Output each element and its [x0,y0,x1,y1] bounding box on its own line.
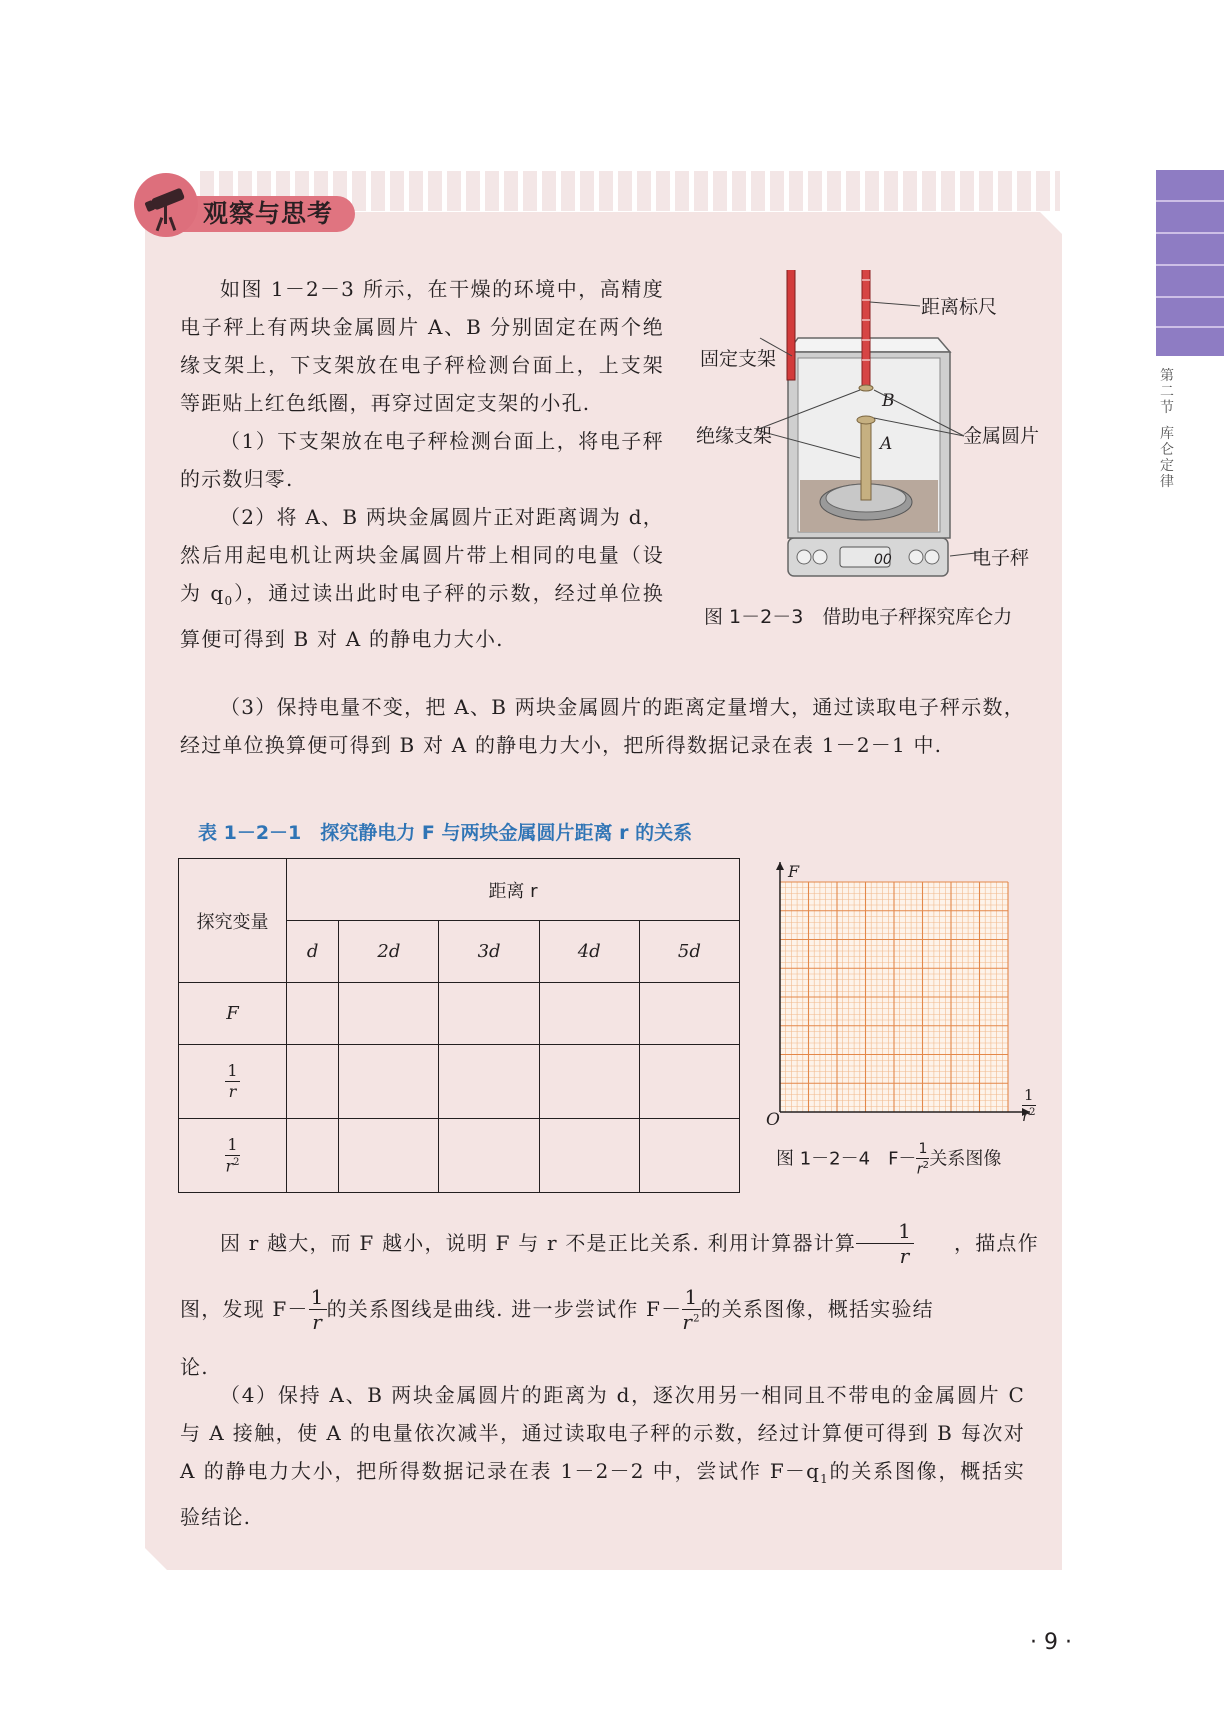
row-label: $\frac{1}{r^2}$ [179,1119,287,1193]
side-section-label: 第 二 节 库 仑 定 律 [1160,368,1174,490]
intro-paragraphs [180,270,664,658]
figure-caption-1-2-4: 图 1－2－4 F－ $\frac{1}{r^2}$ 关系图像 [776,1141,1002,1178]
page-number: · 9 · [1030,1630,1072,1655]
table-cell[interactable] [539,1045,639,1119]
row-label: F [179,983,287,1045]
table-corner: 探究变量 [179,859,287,983]
table-cell[interactable] [339,1119,439,1193]
col-header: 3d [439,921,539,983]
table-cell[interactable] [287,1045,339,1119]
step-3: （3）保持电量不变，把 A、B 两块金属圆片的距离定量增大，通过读取电子秤示数，经过单位换算便可得到 B 对 A 的静电力大小，把所得数据记录在表 1－2－1 中. [180,695,1025,757]
graph-paper-axes [762,858,1042,1120]
step-2: （2）将 A、B 两块金属圆片正对距离调为 d，然后用起电机让两块金属圆片带上相同的电量（设为 $q_0$），通过读出此时电子秤的示数，经过单位换算便可得到 B 对 A 的静电力大小. [180,505,664,651]
label-scale: 电子秤 [972,547,1030,569]
table-cell[interactable] [539,983,639,1045]
col-header: 4d [539,921,639,983]
table-cell[interactable] [339,983,439,1045]
label-metal-disk: 金属圆片 [963,425,1040,447]
telescope-icon [134,173,198,237]
graph-y-label: F [788,862,800,881]
col-header: d [287,921,339,983]
label-fixed-stand: 固定支架 [700,348,777,370]
label-disk-A: A [880,434,893,454]
row-label: $\frac{1}{r}$ [179,1045,287,1119]
graph-origin: O [766,1110,780,1130]
table-cell[interactable] [439,983,539,1045]
table-caption: 表 1－2－1 探究静电力 F 与两块金属圆片距离 r 的关系 [198,822,693,844]
label-insulated-stand: 绝缘支架 [696,425,773,447]
section-title: 观察与思考 [203,199,334,228]
step-4: （4）保持 A、B 两块金属圆片的距离为 d，逐次用另一相同且不带电的金属圆片 C 与 A 接触，使 A 的电量依次减半，通过读取电子秤的示数，经过计算便可得到 B 每次对 A 的静电力大小，把所得数据记录在表 1－2－2 中，尝试作 $F-q_1$的关系图像，概括实验结论. [180,1383,1025,1529]
table-group-header: 距离 r [287,859,740,921]
table-cell[interactable] [639,1045,739,1119]
intro-paragraph: 如图 1－2－3 所示，在干燥的环境中，高精度电子秤上有两块金属圆片 A、B 分别固定在两个绝缘支架上，下支架放在电子秤检测台面上，上支架等距贴上红色纸圈，再穿过固定支架的小孔. [180,277,664,415]
analysis-paragraph: 因 r 越大，而 F 越小，说明 F 与 r 不是正比关系. 利用计算器计算 $\frac{1}{r}$ ，描点作 图，发现 F－ $\frac{1}{r}$ 的关系图线是曲线. 进一步尝试作 F－ $\frac{1}{r^2}$ 的关系图像，概括实验结 论. [180,1218,1039,1379]
scale-display: 00 [874,552,892,568]
figure-caption-1-2-3: 图 1－2－3 借助电子秤探究库仑力 [704,606,1013,628]
col-header: 2d [339,921,439,983]
table-row [179,1119,740,1193]
table-cell[interactable] [539,1119,639,1193]
table-row [179,1045,740,1119]
chapter-side-tab [1156,170,1224,356]
data-table [178,858,740,1193]
step-1: （1）下支架放在电子秤检测台面上，将电子秤的示数归零. [180,429,664,491]
table-row [179,983,740,1045]
graph-x-label: $\frac{1}{r^2}$ [1022,1086,1036,1125]
table-cell[interactable] [439,1045,539,1119]
table-cell[interactable] [287,1119,339,1193]
label-ruler: 距离标尺 [921,296,998,318]
table-cell[interactable] [439,1119,539,1193]
table-cell[interactable] [339,1045,439,1119]
col-header: 5d [639,921,739,983]
table-cell[interactable] [639,1119,739,1193]
label-disk-B: B [882,391,895,411]
table-cell[interactable] [287,983,339,1045]
table-cell[interactable] [639,983,739,1045]
